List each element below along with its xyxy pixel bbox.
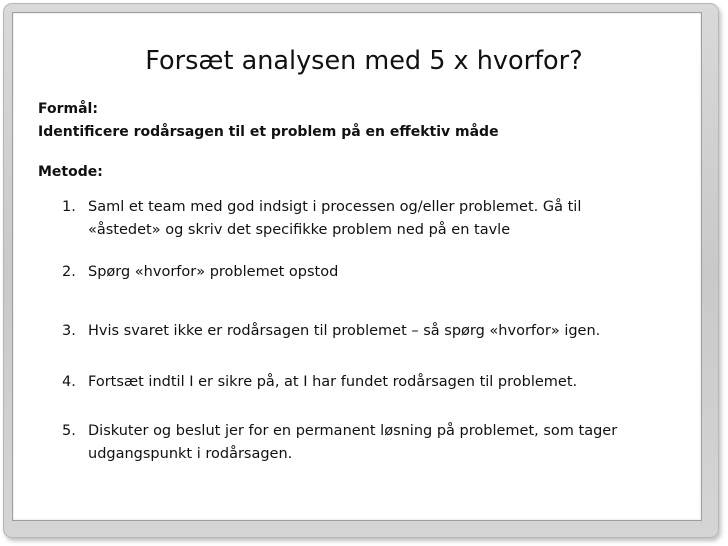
purpose-heading: Formål: <box>38 101 98 117</box>
step-number: 4. <box>62 374 76 390</box>
method-heading: Metode: <box>38 164 103 180</box>
step-item <box>62 320 662 343</box>
step-item <box>62 371 662 394</box>
step-text: Hvis svaret ikke er rodårsagen til problemet – så spørg «hvorfor» igen. <box>88 323 601 339</box>
step-item <box>62 196 662 242</box>
step-item <box>62 261 662 284</box>
step-text: Diskuter og beslut jer for en permanent løsning på problemet, som tager udgangspunkt i rodårsagen. <box>88 423 618 462</box>
step-item <box>62 420 662 466</box>
purpose-text: Identificere rodårsagen til et problem på en effektiv måde <box>38 124 499 140</box>
step-text: Spørg «hvorfor» problemet opstod <box>88 264 339 280</box>
step-text: Fortsæt indtil I er sikre på, at I har fundet rodårsagen til problemet. <box>88 374 578 390</box>
step-text: Saml et team med god indsigt i processen og/eller problemet. Gå til «åstedet» og skriv det specifikke problem ned på en tavle <box>88 199 582 238</box>
slide-title: Forsæt analysen med 5 x hvorfor? <box>145 46 583 76</box>
step-number: 1. <box>62 199 76 215</box>
step-number: 3. <box>62 323 76 339</box>
step-number: 5. <box>62 423 76 439</box>
step-number: 2. <box>62 264 76 280</box>
